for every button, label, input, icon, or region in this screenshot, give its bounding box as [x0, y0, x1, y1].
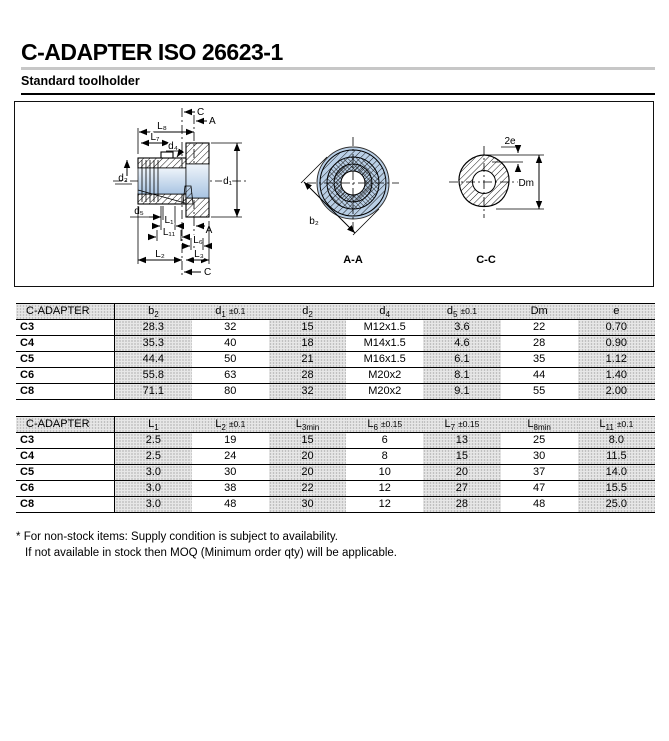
- column-header: $d_2$: [269, 304, 346, 320]
- table-cell: 55: [501, 384, 578, 400]
- table-cell: 8.0: [578, 433, 655, 449]
- table-cell: 21: [269, 352, 346, 368]
- table-cell: 47: [501, 481, 578, 497]
- table-cell: 24: [192, 449, 269, 465]
- table-cell: 30: [269, 497, 346, 513]
- table-cell: 55.8: [115, 368, 192, 384]
- table-cell: 20: [269, 449, 346, 465]
- svg-text:2e: 2e: [504, 136, 516, 147]
- spec-table-lengths: [16, 416, 655, 513]
- table-cell: 6: [346, 433, 423, 449]
- view-a-a: [301, 137, 399, 266]
- table-cell: 8.1: [423, 368, 500, 384]
- table-cell: 28.3: [115, 320, 192, 336]
- table-row: [16, 449, 655, 465]
- table-cell: 2.5: [115, 449, 192, 465]
- table-cell: 18: [269, 336, 346, 352]
- table-cell: 10: [346, 465, 423, 481]
- table-row: [16, 336, 655, 352]
- svg-text:C: C: [197, 107, 205, 118]
- svg-text:b₂: b₂: [309, 216, 319, 227]
- table-cell: 15: [269, 320, 346, 336]
- footnote-line-2: If not available in stock then MOQ (Minimum order qty) will be applicable.: [25, 547, 397, 559]
- header-row: [16, 304, 655, 320]
- column-header: $L_2 \pm 0.1$: [192, 417, 269, 433]
- table-cell: 44: [501, 368, 578, 384]
- table-cell: 15.5: [578, 481, 655, 497]
- column-header: $b_2$: [115, 304, 192, 320]
- table-cell: 71.1: [115, 384, 192, 400]
- row-label: C5: [16, 465, 115, 481]
- table-cell: 13: [423, 433, 500, 449]
- column-header: $d_4$: [346, 304, 423, 320]
- row-label: C3: [16, 320, 115, 336]
- table-cell: 19: [192, 433, 269, 449]
- table-row: [16, 368, 655, 384]
- svg-text:A-A: A-A: [343, 254, 363, 266]
- page-title: C-ADAPTER ISO 26623-1: [21, 39, 283, 65]
- row-label: C8: [16, 497, 115, 513]
- svg-text:L₆: L₆: [193, 235, 203, 246]
- table-cell: 20: [423, 465, 500, 481]
- table-cell: 15: [423, 449, 500, 465]
- table-cell: M12x1.5: [346, 320, 423, 336]
- row-label: C4: [16, 449, 115, 465]
- svg-text:L₃: L₃: [194, 249, 204, 260]
- view-c-c: [449, 136, 544, 266]
- table-cell: 22: [501, 320, 578, 336]
- table-cell: 0.90: [578, 336, 655, 352]
- svg-text:C-C: C-C: [476, 254, 496, 266]
- table-cell: 12: [346, 497, 423, 513]
- column-header: $d_5 \pm 0.1$: [423, 304, 500, 320]
- table-row: [16, 384, 655, 400]
- svg-text:A: A: [205, 225, 213, 236]
- table-cell: M20x2: [346, 384, 423, 400]
- table-cell: 8: [346, 449, 423, 465]
- table-cell: M20x2: [346, 368, 423, 384]
- table-cell: 3.0: [115, 481, 192, 497]
- svg-text:L₁: L₁: [164, 215, 174, 226]
- table-cell: M16x1.5: [346, 352, 423, 368]
- table-cell: 2.00: [578, 384, 655, 400]
- svg-text:Dm: Dm: [518, 178, 534, 189]
- row-label: C6: [16, 368, 115, 384]
- column-header: $L_1$: [115, 417, 192, 433]
- svg-text:L₂: L₂: [155, 249, 165, 260]
- table-cell: 40: [192, 336, 269, 352]
- table-cell: 1.40: [578, 368, 655, 384]
- footnote-line-1: * For non-stock items: Supply condition is subject to availability.: [16, 531, 338, 543]
- table-cell: 48: [192, 497, 269, 513]
- table-cell: 32: [269, 384, 346, 400]
- table-cell: 44.4: [115, 352, 192, 368]
- table-row: [16, 433, 655, 449]
- column-header: $L_{8min}$: [501, 417, 578, 433]
- row-label: C6: [16, 481, 115, 497]
- column-header: Dm: [501, 304, 578, 320]
- table-cell: 6.1: [423, 352, 500, 368]
- table-cell: 11.5: [578, 449, 655, 465]
- table-cell: 15: [269, 433, 346, 449]
- footnote: [16, 529, 655, 561]
- table-row: [16, 320, 655, 336]
- svg-text:L₇: L₇: [150, 132, 160, 143]
- header-row: [16, 417, 655, 433]
- table-cell: 4.6: [423, 336, 500, 352]
- row-label: C4: [16, 336, 115, 352]
- table-row: [16, 352, 655, 368]
- subtitle-divider: [21, 93, 655, 95]
- table-cell: 28: [501, 336, 578, 352]
- table-cell: 0.70: [578, 320, 655, 336]
- column-header: $L_{11} \pm 0.1$: [578, 417, 655, 433]
- table-row: [16, 497, 655, 513]
- table-cell: 12: [346, 481, 423, 497]
- table-cell: 35.3: [115, 336, 192, 352]
- column-header: $L_{3min}$: [269, 417, 346, 433]
- table-row: [16, 465, 655, 481]
- footnote-marker: *: [16, 531, 21, 543]
- row-label: C3: [16, 433, 115, 449]
- section-view: [113, 107, 247, 278]
- table-cell: 14.0: [578, 465, 655, 481]
- column-header: C-ADAPTER: [16, 304, 115, 320]
- svg-text:L₁₁: L₁₁: [162, 227, 176, 238]
- table-cell: 27: [423, 481, 500, 497]
- svg-text:d₄: d₄: [168, 141, 178, 152]
- technical-drawing-panel: [14, 101, 654, 287]
- table-cell: 20: [269, 465, 346, 481]
- table-cell: 3.6: [423, 320, 500, 336]
- table-cell: 30: [192, 465, 269, 481]
- column-header: C-ADAPTER: [16, 417, 115, 433]
- column-header: e: [578, 304, 655, 320]
- table-cell: 50: [192, 352, 269, 368]
- title-divider: [21, 67, 655, 70]
- toolholder-drawing: [15, 102, 653, 286]
- table-cell: 25.0: [578, 497, 655, 513]
- table-cell: 3.0: [115, 465, 192, 481]
- table-cell: 1.12: [578, 352, 655, 368]
- table-cell: 38: [192, 481, 269, 497]
- svg-text:C: C: [204, 267, 212, 278]
- table-cell: 3.0: [115, 497, 192, 513]
- row-label: C8: [16, 384, 115, 400]
- svg-text:d₂: d₂: [118, 173, 128, 184]
- table-cell: 37: [501, 465, 578, 481]
- svg-text:A: A: [209, 116, 216, 127]
- page-subtitle: Standard toolholder: [21, 74, 140, 88]
- table-cell: 22: [269, 481, 346, 497]
- svg-text:d₅: d₅: [134, 206, 144, 217]
- table-cell: 48: [501, 497, 578, 513]
- table-cell: 35: [501, 352, 578, 368]
- svg-text:L₈: L₈: [157, 121, 167, 132]
- row-label: C5: [16, 352, 115, 368]
- column-header: $d_1 \pm 0.1$: [192, 304, 269, 320]
- column-header: $L_6 \pm 0.15$: [346, 417, 423, 433]
- table-cell: 28: [269, 368, 346, 384]
- table-cell: 80: [192, 384, 269, 400]
- table-row: [16, 481, 655, 497]
- table-cell: 30: [501, 449, 578, 465]
- table-cell: M14x1.5: [346, 336, 423, 352]
- table-cell: 25: [501, 433, 578, 449]
- column-header: $L_7 \pm 0.15$: [423, 417, 500, 433]
- table-cell: 2.5: [115, 433, 192, 449]
- table-cell: 9.1: [423, 384, 500, 400]
- table-cell: 63: [192, 368, 269, 384]
- svg-text:d₁: d₁: [223, 176, 232, 187]
- table-cell: 32: [192, 320, 269, 336]
- table-cell: 28: [423, 497, 500, 513]
- spec-table-diameters: [16, 303, 655, 400]
